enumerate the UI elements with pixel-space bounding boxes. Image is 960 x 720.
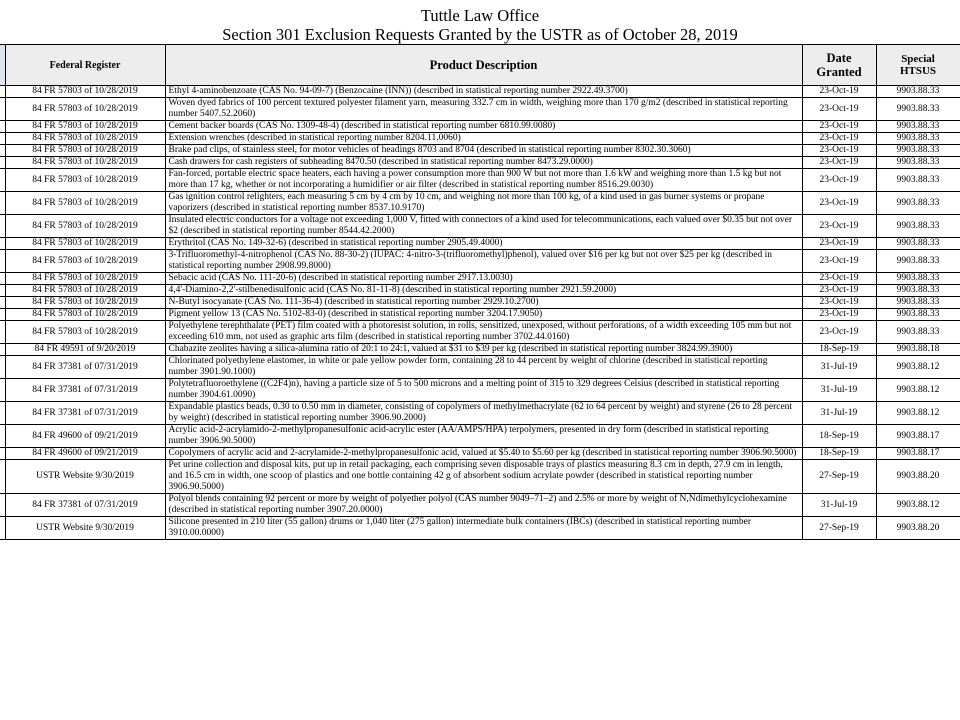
product-description-cell: Polytetrafluoroethylene ((C2F4)n), having a particle size of 5 to 500 microns and a melting point of 315 to 329 degrees Celsius (described in statistical reporting number 3904.61.0090) <box>165 379 802 402</box>
federal-register-cell: USTR Website 9/30/2019 <box>5 517 165 540</box>
federal-register-cell: USTR Website 9/30/2019 <box>5 460 165 494</box>
special-htsus-cell: 9903.88.20 <box>876 517 960 540</box>
table-row <box>0 494 960 517</box>
product-description-cell: Chlorinated polyethylene elastomer, in white or pale yellow powder form, containing 28 to 44 percent by weight of chlorine (described in statistical reporting number 3901.90.1000) <box>165 356 802 379</box>
table-row <box>0 273 960 285</box>
date-granted-cell: 23-Oct-19 <box>802 321 876 344</box>
header-product-description: Product Description <box>165 45 802 86</box>
special-htsus-cell: 9903.88.18 <box>876 344 960 356</box>
date-granted-cell: 27-Sep-19 <box>802 460 876 494</box>
title-line-2: Section 301 Exclusion Requests Granted by the USTR as of October 28, 2019 <box>222 25 738 44</box>
date-granted-cell: 23-Oct-19 <box>802 250 876 273</box>
date-granted-cell: 31-Jul-19 <box>802 494 876 517</box>
special-htsus-cell: 9903.88.12 <box>876 379 960 402</box>
special-htsus-cell: 9903.88.33 <box>876 273 960 285</box>
federal-register-cell: 84 FR 37381 of 07/31/2019 <box>5 356 165 379</box>
federal-register-cell: 84 FR 57803 of 10/28/2019 <box>5 98 165 121</box>
table-row <box>0 517 960 540</box>
product-description-cell: Ethyl 4-aminobenzoate (CAS No. 94-09-7) (Benzocaine (INN)) (described in statistical reporting number 2922.49.3700) <box>165 86 802 98</box>
table-header-row <box>0 45 960 86</box>
federal-register-cell: 84 FR 57803 of 10/28/2019 <box>5 86 165 98</box>
product-description-cell: Brake pad clips, of stainless steel, for motor vehicles of headings 8703 and 8704 (described in statistical reporting number 8302.30.3060) <box>165 145 802 157</box>
table-row <box>0 344 960 356</box>
date-granted-cell: 18-Sep-19 <box>802 448 876 460</box>
date-granted-cell: 23-Oct-19 <box>802 238 876 250</box>
product-description-cell: Erythritol (CAS No. 149-32-6) (described in statistical reporting number 2905.49.4000) <box>165 238 802 250</box>
federal-register-cell: 84 FR 49591 of 9/20/2019 <box>5 344 165 356</box>
date-granted-cell: 23-Oct-19 <box>802 309 876 321</box>
product-description-cell: Cash drawers for cash registers of subheading 8470.50 (described in statistical reporting number 8473.29.0000) <box>165 157 802 169</box>
date-granted-cell: 23-Oct-19 <box>802 98 876 121</box>
table-row <box>0 133 960 145</box>
table-row <box>0 215 960 238</box>
special-htsus-cell: 9903.88.33 <box>876 86 960 98</box>
product-description-cell: Sebacic acid (CAS No. 111-20-6) (described in statistical reporting number 2917.13.0030) <box>165 273 802 285</box>
special-htsus-cell: 9903.88.33 <box>876 297 960 309</box>
date-granted-cell: 31-Jul-19 <box>802 356 876 379</box>
special-htsus-cell: 9903.88.20 <box>876 460 960 494</box>
special-htsus-cell: 9903.88.33 <box>876 157 960 169</box>
table-row <box>0 448 960 460</box>
special-htsus-cell: 9903.88.33 <box>876 238 960 250</box>
date-granted-cell: 23-Oct-19 <box>802 297 876 309</box>
table-row <box>0 238 960 250</box>
special-htsus-cell: 9903.88.33 <box>876 309 960 321</box>
date-granted-cell: 23-Oct-19 <box>802 169 876 192</box>
federal-register-cell: 84 FR 57803 of 10/28/2019 <box>5 285 165 297</box>
product-description-cell: Acrylic acid-2-acrylamido-2-methylpropanesulfonic acid-acrylic ester (AA/AMPS/HPA) terpolymers, presented in dry form (described in statistical reporting number 3906.90.5000) <box>165 425 802 448</box>
date-granted-cell: 18-Sep-19 <box>802 425 876 448</box>
federal-register-cell: 84 FR 49600 of 09/21/2019 <box>5 425 165 448</box>
special-htsus-cell: 9903.88.33 <box>876 121 960 133</box>
table-row <box>0 460 960 494</box>
special-htsus-cell: 9903.88.33 <box>876 215 960 238</box>
table-row <box>0 121 960 133</box>
federal-register-cell: 84 FR 57803 of 10/28/2019 <box>5 157 165 169</box>
table-row <box>0 379 960 402</box>
date-granted-cell: 23-Oct-19 <box>802 157 876 169</box>
header-special-line-1: Special <box>901 53 935 65</box>
product-description-cell: N-Butyl isocyanate (CAS No. 111-36-4) (described in statistical reporting number 2929.10.2700) <box>165 297 802 309</box>
federal-register-cell: 84 FR 57803 of 10/28/2019 <box>5 215 165 238</box>
special-htsus-cell: 9903.88.17 <box>876 448 960 460</box>
federal-register-cell: 84 FR 57803 of 10/28/2019 <box>5 133 165 145</box>
product-description-cell: Chabazite zeolites having a silica-alumina ratio of 20:1 to 24:1, valued at $31 to $39 per kg (described in statistical reporting number 3824.99.3900) <box>165 344 802 356</box>
header-date-line-2: Granted <box>816 65 862 79</box>
product-description-cell: Pet urine collection and disposal kits, put up in retail packaging, each comprising seven disposable trays of plastics measuring 8.3 cm in depth, 27.9 cm in length, and 16.5 cm in width, one scoop of plastics and one bottle containing 42 g of absorbent sodium acrylate powder (described in statistical reporting number 3906.90.5000) <box>165 460 802 494</box>
table-row <box>0 321 960 344</box>
special-htsus-cell: 9903.88.33 <box>876 98 960 121</box>
special-htsus-cell: 9903.88.33 <box>876 250 960 273</box>
table-row <box>0 425 960 448</box>
table-row <box>0 297 960 309</box>
table-row <box>0 402 960 425</box>
federal-register-cell: 84 FR 37381 of 07/31/2019 <box>5 494 165 517</box>
table-row <box>0 285 960 297</box>
table-row <box>0 169 960 192</box>
date-granted-cell: 23-Oct-19 <box>802 121 876 133</box>
federal-register-cell: 84 FR 37381 of 07/31/2019 <box>5 379 165 402</box>
date-granted-cell: 23-Oct-19 <box>802 86 876 98</box>
table-row <box>0 250 960 273</box>
special-htsus-cell: 9903.88.33 <box>876 145 960 157</box>
product-description-cell: Fan-forced, portable electric space heaters, each having a power consumption more than 900 W but not more than 1.6 kW and weighing more than 1.5 kg but not more than 17 kg, whether or not incorporating a humidifier or air filter (described in statistical reporting number 8516.29.0030) <box>165 169 802 192</box>
product-description-cell: Polyol blends containing 92 percent or more by weight of polyether polyol (CAS number 9049–71–2) and 2.5% or more by weight of N,Ndimethylcyclohexamine (described in statistical reporting number 3907.20.0000) <box>165 494 802 517</box>
federal-register-cell: 84 FR 57803 of 10/28/2019 <box>5 238 165 250</box>
date-granted-cell: 23-Oct-19 <box>802 215 876 238</box>
product-description-cell: Insulated electric conductors for a voltage not exceeding 1,000 V, fitted with connectors of a kind used for telecommunications, each valued over $0.35 but not over $2 (described in statistical reporting number 8544.42.2000) <box>165 215 802 238</box>
federal-register-cell: 84 FR 57803 of 10/28/2019 <box>5 192 165 215</box>
federal-register-cell: 84 FR 57803 of 10/28/2019 <box>5 121 165 133</box>
document-title <box>0 0 960 44</box>
special-htsus-cell: 9903.88.17 <box>876 425 960 448</box>
product-description-cell: Cement backer boards (CAS No. 1309-48-4) (described in statistical reporting number 6810.99.0080) <box>165 121 802 133</box>
special-htsus-cell: 9903.88.12 <box>876 494 960 517</box>
table-row <box>0 157 960 169</box>
product-description-cell: Extension wrenches (described in statistical reporting number 8204.11.0060) <box>165 133 802 145</box>
special-htsus-cell: 9903.88.33 <box>876 321 960 344</box>
federal-register-cell: 84 FR 57803 of 10/28/2019 <box>5 321 165 344</box>
special-htsus-cell: 9903.88.33 <box>876 169 960 192</box>
product-description-cell: 3-Trifluoromethyl-4-nitrophenol (CAS No. 88-30-2) (IUPAC: 4-nitro-3-(trifluoromethyl)phenol), valued over $16 per kg but not over $25 per kg (described in statistical reporting number 2908.99.8000) <box>165 250 802 273</box>
header-federal-register: Federal Register <box>5 45 165 86</box>
header-date-line-1: Date <box>826 51 852 65</box>
header-date-granted <box>802 45 876 86</box>
header-special-line-2: HTSUS <box>899 65 937 77</box>
date-granted-cell: 31-Jul-19 <box>802 379 876 402</box>
exclusions-table <box>0 44 960 540</box>
date-granted-cell: 23-Oct-19 <box>802 145 876 157</box>
federal-register-cell: 84 FR 57803 of 10/28/2019 <box>5 273 165 285</box>
product-description-cell: Silicone presented in 210 liter (55 gallon) drums or 1,040 liter (275 gallon) intermediate bulk containers (IBCs) (described in statistical reporting number 3910.00.0000) <box>165 517 802 540</box>
product-description-cell: Pigment yellow 13 (CAS No. 5102-83-0) (described in statistical reporting number 3204.17.9050) <box>165 309 802 321</box>
product-description-cell: Woven dyed fabrics of 100 percent textured polyester filament yarn, measuring 332.7 cm in width, weighing more than 170 g/m2 (described in statistical reporting number 5407.52.2060) <box>165 98 802 121</box>
federal-register-cell: 84 FR 57803 of 10/28/2019 <box>5 145 165 157</box>
special-htsus-cell: 9903.88.33 <box>876 192 960 215</box>
federal-register-cell: 84 FR 57803 of 10/28/2019 <box>5 309 165 321</box>
special-htsus-cell: 9903.88.12 <box>876 402 960 425</box>
header-special-htsus <box>876 45 960 86</box>
product-description-cell: Gas ignition control relighters, each measuring 5 cm by 4 cm by 10 cm, and weighing not more than 100 kg, of a kind used in gas burner systems or propane vaporizers (described in statistical reporting number 8537.10.9170) <box>165 192 802 215</box>
date-granted-cell: 18-Sep-19 <box>802 344 876 356</box>
date-granted-cell: 23-Oct-19 <box>802 285 876 297</box>
table-body <box>0 86 960 540</box>
table-row <box>0 192 960 215</box>
federal-register-cell: 84 FR 57803 of 10/28/2019 <box>5 250 165 273</box>
federal-register-cell: 84 FR 57803 of 10/28/2019 <box>5 169 165 192</box>
table-row <box>0 309 960 321</box>
product-description-cell: Polyethylene terephthalate (PET) film coated with a photoresist solution, in rolls, sensitized, unexposed, without perforations, of a width exceeding 105 mm but not exceeding 610 mm, not used as graphic arts film (described in statistical reporting number 3702.44.0160) <box>165 321 802 344</box>
product-description-cell: Expandable plastics beads, 0.30 to 0.50 mm in diameter, consisting of copolymers of methylmethacrylate (62 to 64 percent by weight) and styrene (26 to 28 percent by weight) (described in statistical reporting number 3906.90.2000) <box>165 402 802 425</box>
product-description-cell: 4,4'-Diamino-2,2'-stilbenedisulfonic acid (CAS No. 81-11-8) (described in statistical reporting number 2921.59.2000) <box>165 285 802 297</box>
special-htsus-cell: 9903.88.12 <box>876 356 960 379</box>
date-granted-cell: 31-Jul-19 <box>802 402 876 425</box>
date-granted-cell: 23-Oct-19 <box>802 273 876 285</box>
date-granted-cell: 23-Oct-19 <box>802 192 876 215</box>
table-row <box>0 98 960 121</box>
date-granted-cell: 23-Oct-19 <box>802 133 876 145</box>
special-htsus-cell: 9903.88.33 <box>876 285 960 297</box>
federal-register-cell: 84 FR 37381 of 07/31/2019 <box>5 402 165 425</box>
product-description-cell: Copolymers of acrylic acid and 2-acrylamide-2-methylpropanesulfonic acid, valued at $5.40 to $5.60 per kg (described in statistical reporting number 3906.90.5000) <box>165 448 802 460</box>
table-row <box>0 145 960 157</box>
federal-register-cell: 84 FR 57803 of 10/28/2019 <box>5 297 165 309</box>
table-row <box>0 356 960 379</box>
federal-register-cell: 84 FR 49600 of 09/21/2019 <box>5 448 165 460</box>
title-line-1: Tuttle Law Office <box>420 6 540 25</box>
special-htsus-cell: 9903.88.33 <box>876 133 960 145</box>
table-row <box>0 86 960 98</box>
date-granted-cell: 27-Sep-19 <box>802 517 876 540</box>
